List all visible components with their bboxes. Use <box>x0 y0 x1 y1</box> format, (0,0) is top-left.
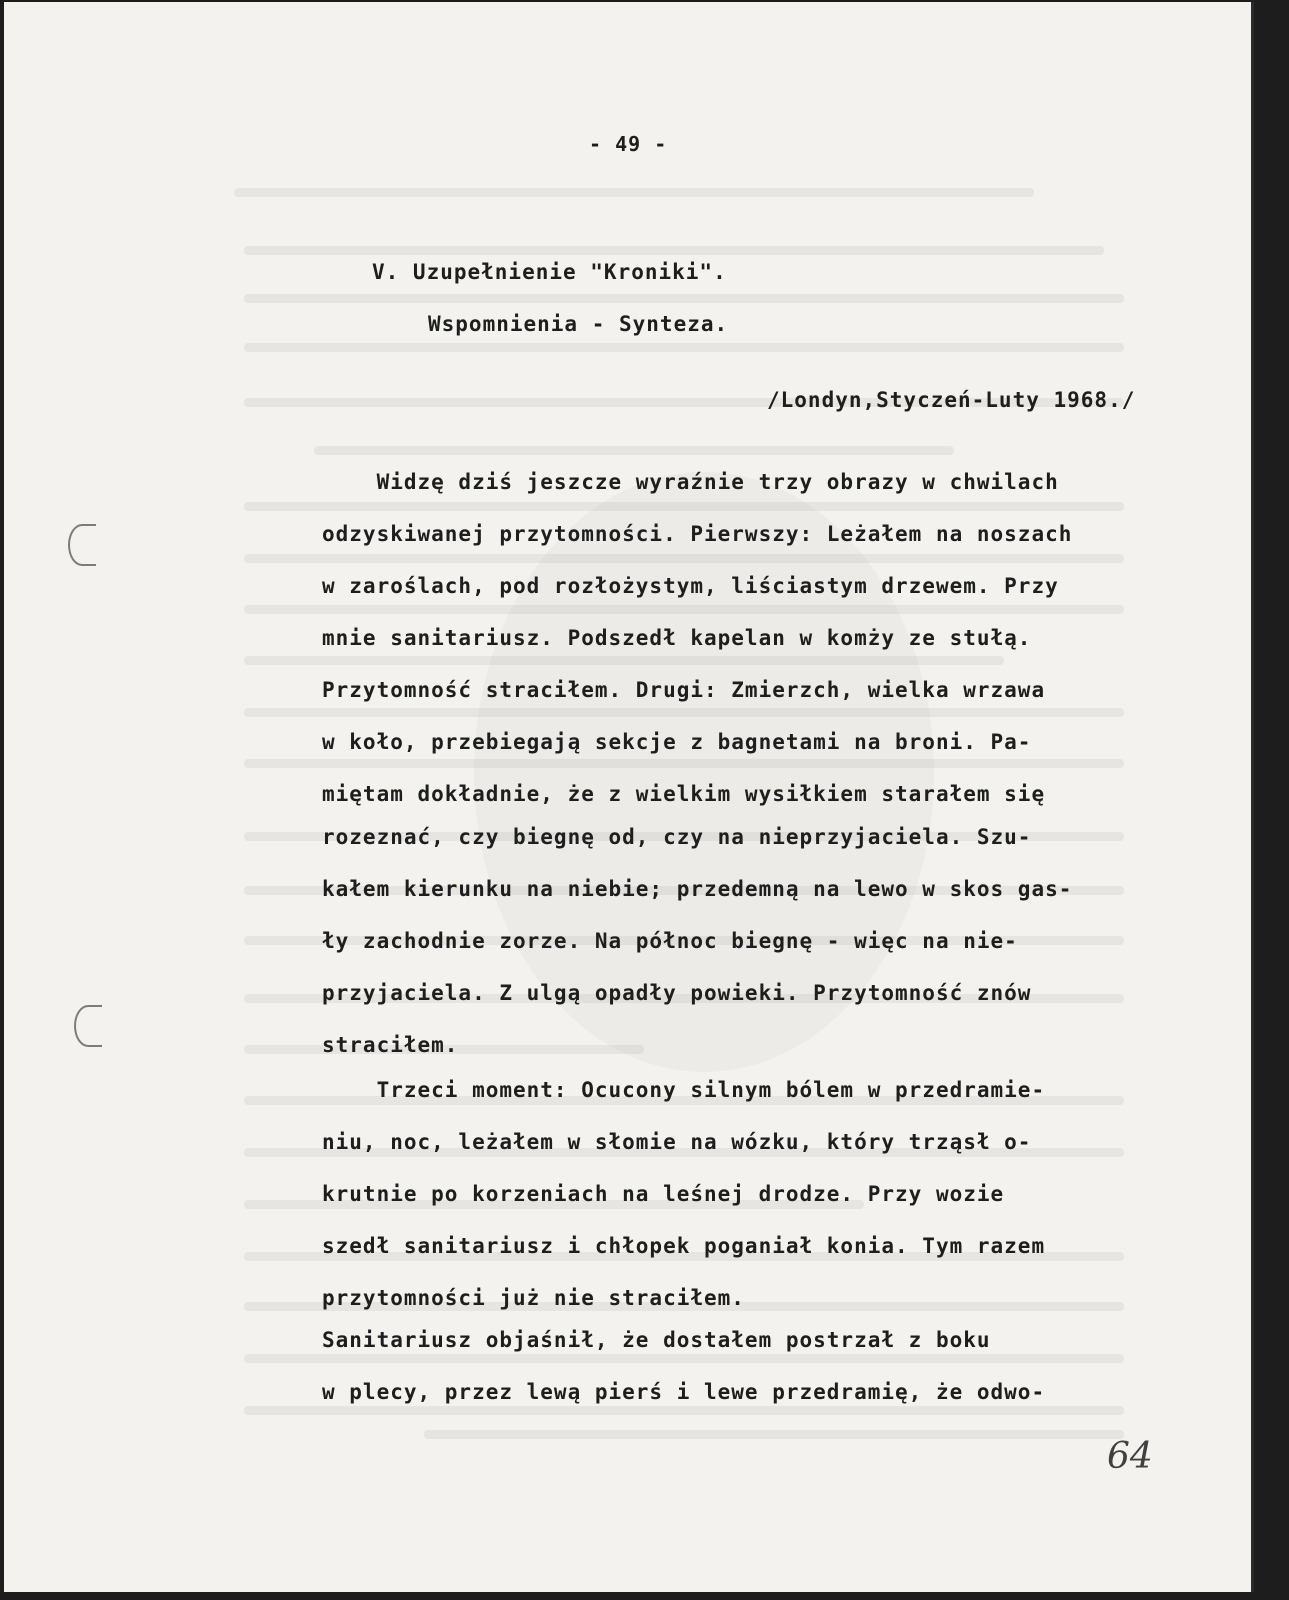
section-title: V. Uzupełnienie "Kroniki". <box>372 260 727 284</box>
section-subtitle: Wspomnienia - Synteza. <box>428 312 729 336</box>
ghost-line <box>244 294 1124 303</box>
ghost-line <box>244 246 1104 255</box>
ghost-line <box>234 188 1034 197</box>
binder-hole <box>68 524 96 566</box>
paragraph: rozeznać, czy biegnę od, czy na nieprzyjaciela. Szu- kałem kierunku na niebie; przedemną na lewo w skos gas- ły zachodnie zorze. Na północ biegnę - więc na nie- przyjaciela. Z ulgą opadły powieki. Przytomność znów straciłem. <box>322 825 1073 1057</box>
ghost-line <box>424 1430 1124 1439</box>
page-number: - 49 - <box>589 132 668 156</box>
dateline: /Londyn,Styczeń-Luty 1968./ <box>767 388 1136 412</box>
ghost-line <box>314 446 954 455</box>
paragraph: Trzeci moment: Ocucony silnym bólem w przedramie- niu, noc, leżałem w słomie na wózku, który trząsł o- krutnie po korzeniach na leśnej drodze. Przy wozie szedł sanitariusz i chłopek poganiał konia. Tym razem przytomności już nie straciłem. <box>322 1078 1046 1310</box>
ghost-line <box>244 343 1124 352</box>
handwritten-page-number: 64 <box>1107 1436 1153 1477</box>
paragraph: Sanitariusz objaśnił, że dostałem postrzał z boku w plecy, przez lewą pierś i lewe przedramię, że odwo- <box>322 1328 1046 1404</box>
document-page <box>4 2 1254 1592</box>
binder-hole <box>74 1005 102 1047</box>
paragraph: Widzę dziś jeszcze wyraźnie trzy obrazy w chwilach odzyskiwanej przytomności. Pierwszy: Leżałem na noszach w zaroślach, pod rozłożystym, liściastym drzewem. Przy mnie sanitariusz. Podszedł kapelan w komży ze stułą. Przytomność straciłem. Drugi: Zmierzch, wielka wrzawa w koło, przebiegają sekcje z bagnetami na broni. Pa- miętam dokładnie, że z wielkim wysiłkiem starałem się <box>322 470 1073 806</box>
